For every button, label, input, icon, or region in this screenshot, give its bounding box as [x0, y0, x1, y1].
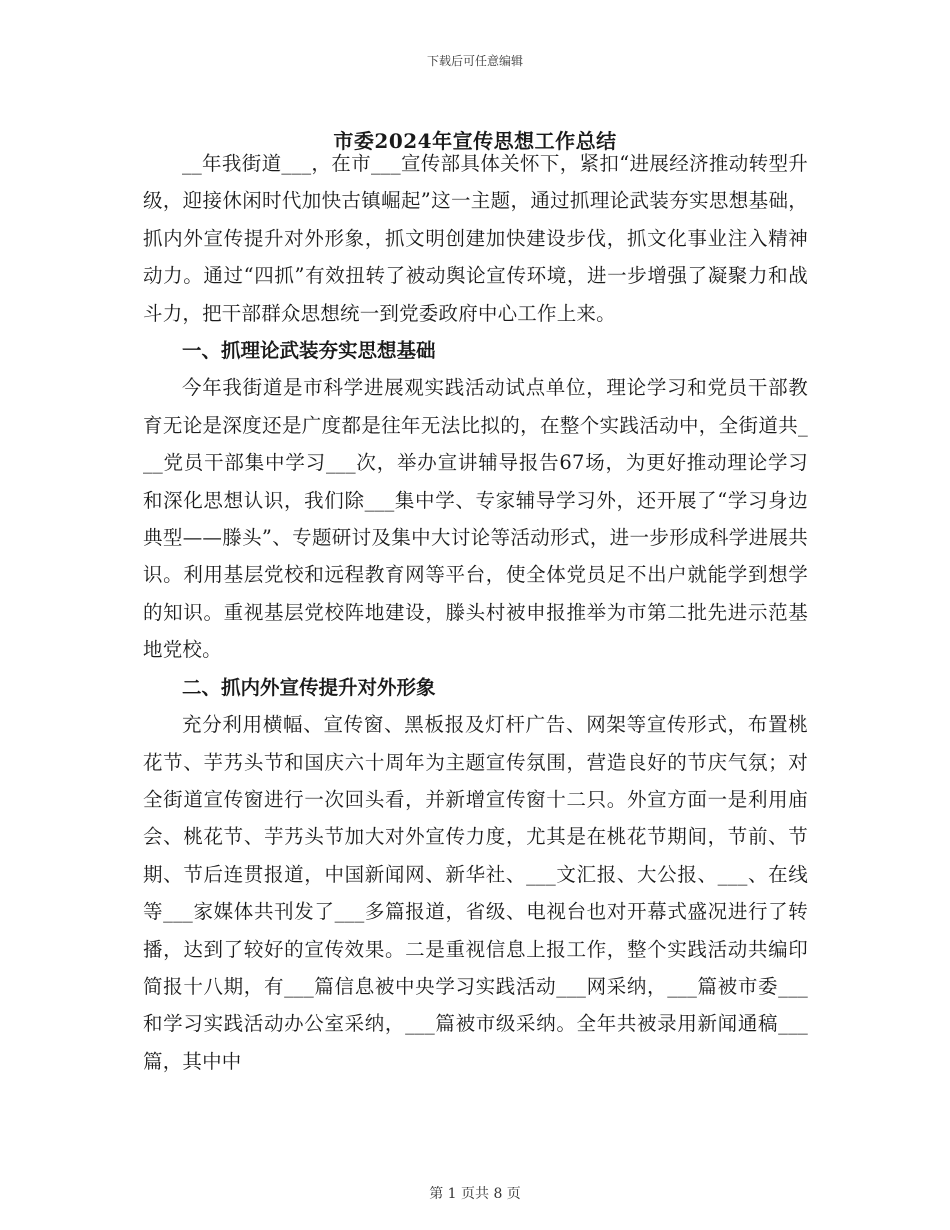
section-2-heading: 二、抓内外宣传提升对外形象	[182, 675, 436, 699]
intro-paragraph: __年我街道___，在市___宣传部具体关怀下，紧扣“进展经济推动转型升级，迎接休闲时代加快古镇崛起”这一主题，通过抓理论武装夯实思想基础，抓内外宣传提升对外形象，抓文明创建加快建设步伐，抓文化事业注入精神动力。通过“四抓”有效扭转了被动舆论宣传环境，进一步增强了凝聚力和战斗力，把干部群众思想统一到党委政府中心工作上来。	[143, 152, 808, 325]
page-number: 第 1 页共 8 页	[429, 1186, 521, 1202]
page-header-note: 下载后可任意编辑	[426, 54, 523, 68]
document-title: 市委2024年宣传思想工作总结	[333, 129, 617, 154]
section-1-heading: 一、抓理论武装夯实思想基础	[182, 339, 436, 363]
section-2-paragraph: 充分利用横幅、宣传窗、黑板报及灯杆广告、网架等宣传形式，布置桃花节、芋艿头节和国庆六十周年为主题宣传氛围，营造良好的节庆气氛；对全街道宣传窗进行一次回头看，并新增宣传窗十二只。外宣方面一是利用庙会、桃花节、芋艿头节加大对外宣传力度，尤其是在桃花节期间，节前、节期、节后连贯报道，中国新闻网、新华社、___文汇报、大公报、___、在线等___家媒体共刊发了___多篇报道，省级、电视台也对开幕式盛况进行了转播，达到了较好的宣传效果。二是重视信息上报工作，整个实践活动共编印简报十八期，有___篇信息被中央学习实践活动___网采纳，___篇被市委___和学习实践活动办公室采纳，___篇被市级采纳。全年共被录用新闻通稿___篇，其中中	[143, 713, 808, 1073]
document-body	[143, 145, 808, 1080]
section-1-paragraph: 今年我街道是市科学进展观实践活动试点单位，理论学习和党员干部教育无论是深度还是广度都是往年无法比拟的，在整个实践活动中，全街道共___党员干部集中学习___次，举办宣讲辅导报告67场，为更好推动理论学习和深化思想认识，我们除___集中学、专家辅导学习外，还开展了“学习身边典型——滕头”、专题研讨及集中大讨论等活动形式，进一步形成科学进展共识。利用基层党校和远程教育网等平台，使全体党员足不出户就能学到想学的知识。重视基层党校阵地建设，滕头村被申报推举为市第二批先进示范基地党校。	[143, 376, 808, 662]
